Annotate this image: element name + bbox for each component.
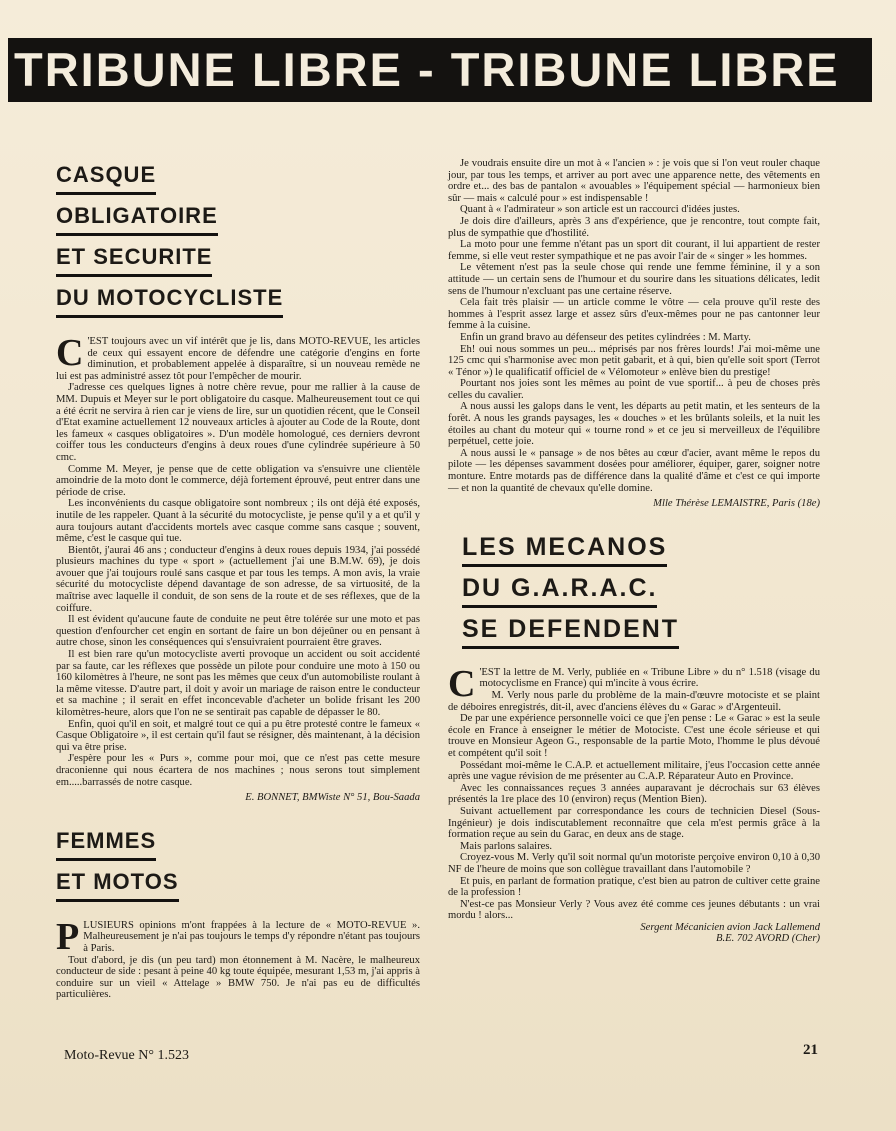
article1-paragraph: Bientôt, j'aurai 46 ans ; conducteur d'engins à deux roues depuis 1934, j'ai possédé plusieurs machines du type « sport » (actuellement j'ai une B.M.W. 69), je dois avouer que j'ai toujours roulé sans casque et par tous les temps. A mon avis, la vraie sécurité du motocycliste dépend davantage de son adresse, de sa virtuosité, de la maîtrise avec laquelle il conduit, de son sens de la route et de ses réflexes, que de la coiffure. bbox=[56, 544, 420, 614]
headline-line: DU MOTOCYCLISTE bbox=[56, 285, 283, 318]
article3-paragraph: Possédant moi-même le C.A.P. et actuellement militaire, j'eus l'occasion cette année après une vague révision de me présenter au C.A.P. Réparateur Auto en Province. bbox=[448, 759, 820, 783]
left-column bbox=[56, 162, 420, 1001]
drop-cap: P bbox=[56, 915, 80, 958]
headline-line: OBLIGATOIRE bbox=[56, 203, 218, 236]
article3-body bbox=[448, 662, 820, 945]
article1-paragraph: J'adresse ces quelques lignes à notre chère revue, pour me rallier à la cause de MM. Dupuis et Meyer sur le port obligatoire du casque. Malheureusement tout ce qui a été écrit ne servira à rien car je viens de lire, sur un quotidien récent, que le Conseil d'Etat examine actuellement 12 nouveaux articles à ajouter au Code de la Route, dont les fameux « casques obligatoires ». D'un modèle homologué, ces derniers devront coiffer tous les conducteurs d'engins à deux roues d'une cylindrée supérieure à 50 cmc. bbox=[56, 382, 420, 463]
headline-line: ET SECURITE bbox=[56, 244, 212, 277]
drop-cap: C bbox=[448, 662, 476, 705]
article2-signature: Mlle Thérèse LEMAISTRE, Paris (18e) bbox=[653, 498, 820, 510]
drop-cap: C bbox=[56, 332, 84, 374]
tribune-libre-banner bbox=[8, 38, 872, 102]
article2-paragraph: PLUSIEURS opinions m'ont frappées à la lecture de « MOTO-REVUE ». Malheureusement je n'ai pas toujours le temps d'y répondre n'étant pas toujours à Paris. bbox=[56, 915, 420, 958]
article3-paragraph: Et puis, en parlant de formation pratique, c'est bien au patron de cultiver cette graine de la profession ! bbox=[448, 875, 820, 899]
article1-paragraph: J'espère pour les « Purs », comme pour moi, que ce n'est pas cette mesure draconienne qui nous écartera de nos machines ; nous serons tout simplement em.....barrassés de notre casque. bbox=[56, 753, 420, 788]
article2-paragraph: A nous aussi le « pansage » de nos bêtes au cœur d'acier, avant même le repos du pilote — les dépenses savamment dosées pour améliorer, équiper, garer, soigner notre monture. Entre motards pas de différence dans la qualité d'âme et c'est ce qui importe — et non la quantité de chevaux qu'elle domine. bbox=[448, 447, 820, 494]
article3-headline bbox=[462, 534, 820, 657]
headline-line: ET MOTOS bbox=[56, 869, 179, 902]
article1-headline bbox=[56, 162, 420, 326]
headline-line: LES MECANOS bbox=[462, 534, 667, 567]
headline-line: FEMMES bbox=[56, 828, 156, 861]
article2-paragraph: Quant à « l'admirateur » son article est un raccourci d'idées justes. bbox=[460, 204, 740, 216]
article3-paragraph: Mais parlons salaires. bbox=[460, 840, 553, 852]
article1-paragraph: Il est évident qu'aucune faute de conduite ne peut être tolérée sur une moto et pas question d'enfourcher cet engin en sortant de faire un bon déjeûner ou en pensant à autre chose, sinon les conséquences qui s'ensuivraient pourraient être graves. bbox=[56, 614, 420, 649]
article2-paragraph: Tout d'abord, je dis (un peu tard) mon étonnement à M. Nacère, le malheureux conducteur de side : pesant à peine 40 kg toute équipée, mesurant 1,53 m, j'ai appris à conduire sur un vieil « Attelage » BMW 750. Je n'ai pas eu de difficultés particulières. bbox=[56, 954, 420, 1001]
article2-headline bbox=[56, 828, 420, 910]
article1-paragraph: Les inconvénients du casque obligatoire sont nombreux ; ils ont déjà été exposés, inutile de les rappeler. Quant à la sécurité du motocycliste, je pense qu'il y a et qu'il y aura toujours autant d'accidents mortels avec casque comme sans casque ; souvent, même, c'est le casque qui tue. bbox=[56, 498, 420, 545]
article2-paragraph: La moto pour une femme n'étant pas un sport dit courant, il lui appartient de rester femme, si elle veut rester sympathique et ne pas avoir l'air de « singer » les hommes. bbox=[448, 239, 820, 262]
article3-paragraph: Suivant actuellement par correspondance les cours de technicien Diesel (Sous-Ingénieur) je dois indiscutablement reconnaître que cela m'est permis grâce à la formation reçue au sein du Garac, en deux ans de stage. bbox=[448, 805, 820, 841]
article3-paragraph: M. Verly nous parle du problème de la main-d'œuvre motociste et se plaint de déboires enregistrés, dit-il, avec d'anciens élèves du « Garac » d'Argenteuil. bbox=[448, 690, 820, 713]
article2-paragraph: Je voudrais ensuite dire un mot à « l'ancien » : je vois que si l'on veut rouler chaque jour, par tous les temps, et arriver au port avec une apparence nette, des vêtements en ordre et... des bas de pantalon « avouables » l'équipement spécial — harmonieux bien sûr — mais « calculé pour » est indispensable ! bbox=[448, 158, 820, 204]
article2-paragraph: A nous aussi les galops dans le vent, les départs au petit matin, et les senteurs de la forêt. A nous les grands paysages, les « douches » et les brûlants soleils, et la nuit les étoiles au chant du moteur qui « tourne rond » et ce jeu si merveilleux de l'équilibre perpétuel, cette joie. bbox=[448, 401, 820, 448]
banner-text: TRIBUNE LIBRE - TRIBUNE LIBRE bbox=[14, 43, 840, 96]
article2-paragraph: Enfin un grand bravo au défenseur des petites cylindrées : M. Marty. bbox=[460, 331, 751, 343]
magazine-issue: Moto-Revue N° 1.523 bbox=[64, 1048, 189, 1063]
article3-paragraph: C 'EST la lettre de M. Verly, publiée en « Tribune Libre » du n° 1.518 (visage du motocyclisme en France) qui m'incite à vous écrire. bbox=[448, 662, 820, 705]
article3-signature-line: B.E. 702 AVORD (Cher) bbox=[716, 933, 820, 945]
headline-line: CASQUE bbox=[56, 162, 156, 195]
headline-line: SE DEFENDENT bbox=[462, 616, 679, 649]
page-number: 21 bbox=[803, 1042, 818, 1058]
article1-body bbox=[56, 332, 420, 804]
article2-body-continued bbox=[448, 158, 820, 510]
article2-paragraph: Le vêtement n'est pas la seule chose qui rende une femme féminine, il y a son attitude — un certain sens de l'humour et du sourire dans les situations délicates, ledit sens de l'humour n'excluant pas une certaine réserve. bbox=[448, 262, 820, 297]
headline-line: DU G.A.R.A.C. bbox=[462, 575, 657, 608]
article1-paragraph: Il est bien rare qu'un motocycliste averti provoque un accident ou soit accidenté par sa faute, car les réflexes que possède un pilote pour conduire une moto à 150 ou 160 kilomètres à l'heure, ne sont pas les mêmes que ceux d'un automobiliste roulant à la même vitesse. D'autre part, il doit y avoir un mariage de raison entre le conducteur et sa machine ; il serait en effet inconcevable d'acheter un bolide frisant les 200 kilomètres-heure, alors que l'on ne se sentirait pas capable de dépasser le 80. bbox=[56, 649, 420, 718]
article1-paragraph: C 'EST toujours avec un vif intérêt que je lis, dans MOTO-REVUE, les articles de ceux qui essayent encore de défendre une catégorie d'engins en forte diminution, et probablement appelée à disparaître, si un nouveau remède ne lui est pas administré assez tôt pour l'empêcher de mourir. bbox=[56, 332, 420, 382]
article1-paragraph: Enfin, quoi qu'il en soit, et malgré tout ce qui a pu être protesté contre le fameux « Casque Obligatoire », il est certain qu'il faut se résigner, dès maintenant, à la décision qui va être prise. bbox=[56, 718, 420, 753]
article3-paragraph: Croyez-vous M. Verly qu'il soit normal qu'un motoriste perçoive environ 0,10 à 0,30 NF de l'heure de moins que son collègue travaillant dans l'automobile ? bbox=[448, 852, 820, 875]
article2-paragraph: Pourtant nos joies sont les mêmes au point de vue sportif... à peu de choses près celles du cavalier. bbox=[448, 378, 820, 401]
article3-signature-line: Sergent Mécanicien avion Jack Lallemend bbox=[640, 921, 820, 933]
article2-body-start bbox=[56, 915, 420, 1001]
article2-paragraph: Eh! oui nous sommes un peu... méprisés par nos frères lourds! J'ai moi-même une 125 cmc qui s'harmonise avec mon petit gabarit, et à qui, bien qu'elle soit sport (Terrot « Ténor ») le qualificatif officiel de « Vélomoteur » enlève bien du prestige! bbox=[448, 343, 820, 378]
article2-paragraph: Cela fait très plaisir — un article comme le vôtre — cela prouve qu'il reste des hommes à l'esprit assez large et assez sûrs d'eux-mêmes pour ne pas cantonner leur femme à la cuisine. bbox=[448, 297, 820, 332]
article2-paragraph: Je dois dire d'ailleurs, après 3 ans d'expérience, que je rencontre, tout compte fait, plus de sympathie que d'hostilité. bbox=[448, 215, 820, 239]
article3-paragraph: Avec les connaissances reçues 3 années auparavant je décrochais sur 63 élèves présentés la 1re place des 10 (environ) reçus (Mention Bien). bbox=[448, 782, 820, 806]
article1-paragraph: Comme M. Meyer, je pense que de cette obligation va s'ensuivre une clientèle amoindrie de la moto dont le commerce, déjà fortement éprouvé, peut entrer dans une période de crise. bbox=[56, 463, 420, 498]
article3-paragraph: N'est-ce pas Monsieur Verly ? Vous avez été comme ces jeunes débutants : un vrai mordu ! alors... bbox=[448, 898, 820, 922]
article1-signature: E. BONNET, BMWiste N° 51, Bou-Saada bbox=[245, 792, 420, 804]
right-column bbox=[448, 158, 820, 945]
article3-paragraph: De par une expérience personnelle voici ce que j'en pense : Le « Garac » est la seule école en France à enseigner le métier de Motociste. C'est une école sérieuse et qui trouve en Monsieur Ageon G., responsable de la partie Moto, l'homme le plus dévoué et compétent qu'il soit ! bbox=[448, 713, 820, 759]
